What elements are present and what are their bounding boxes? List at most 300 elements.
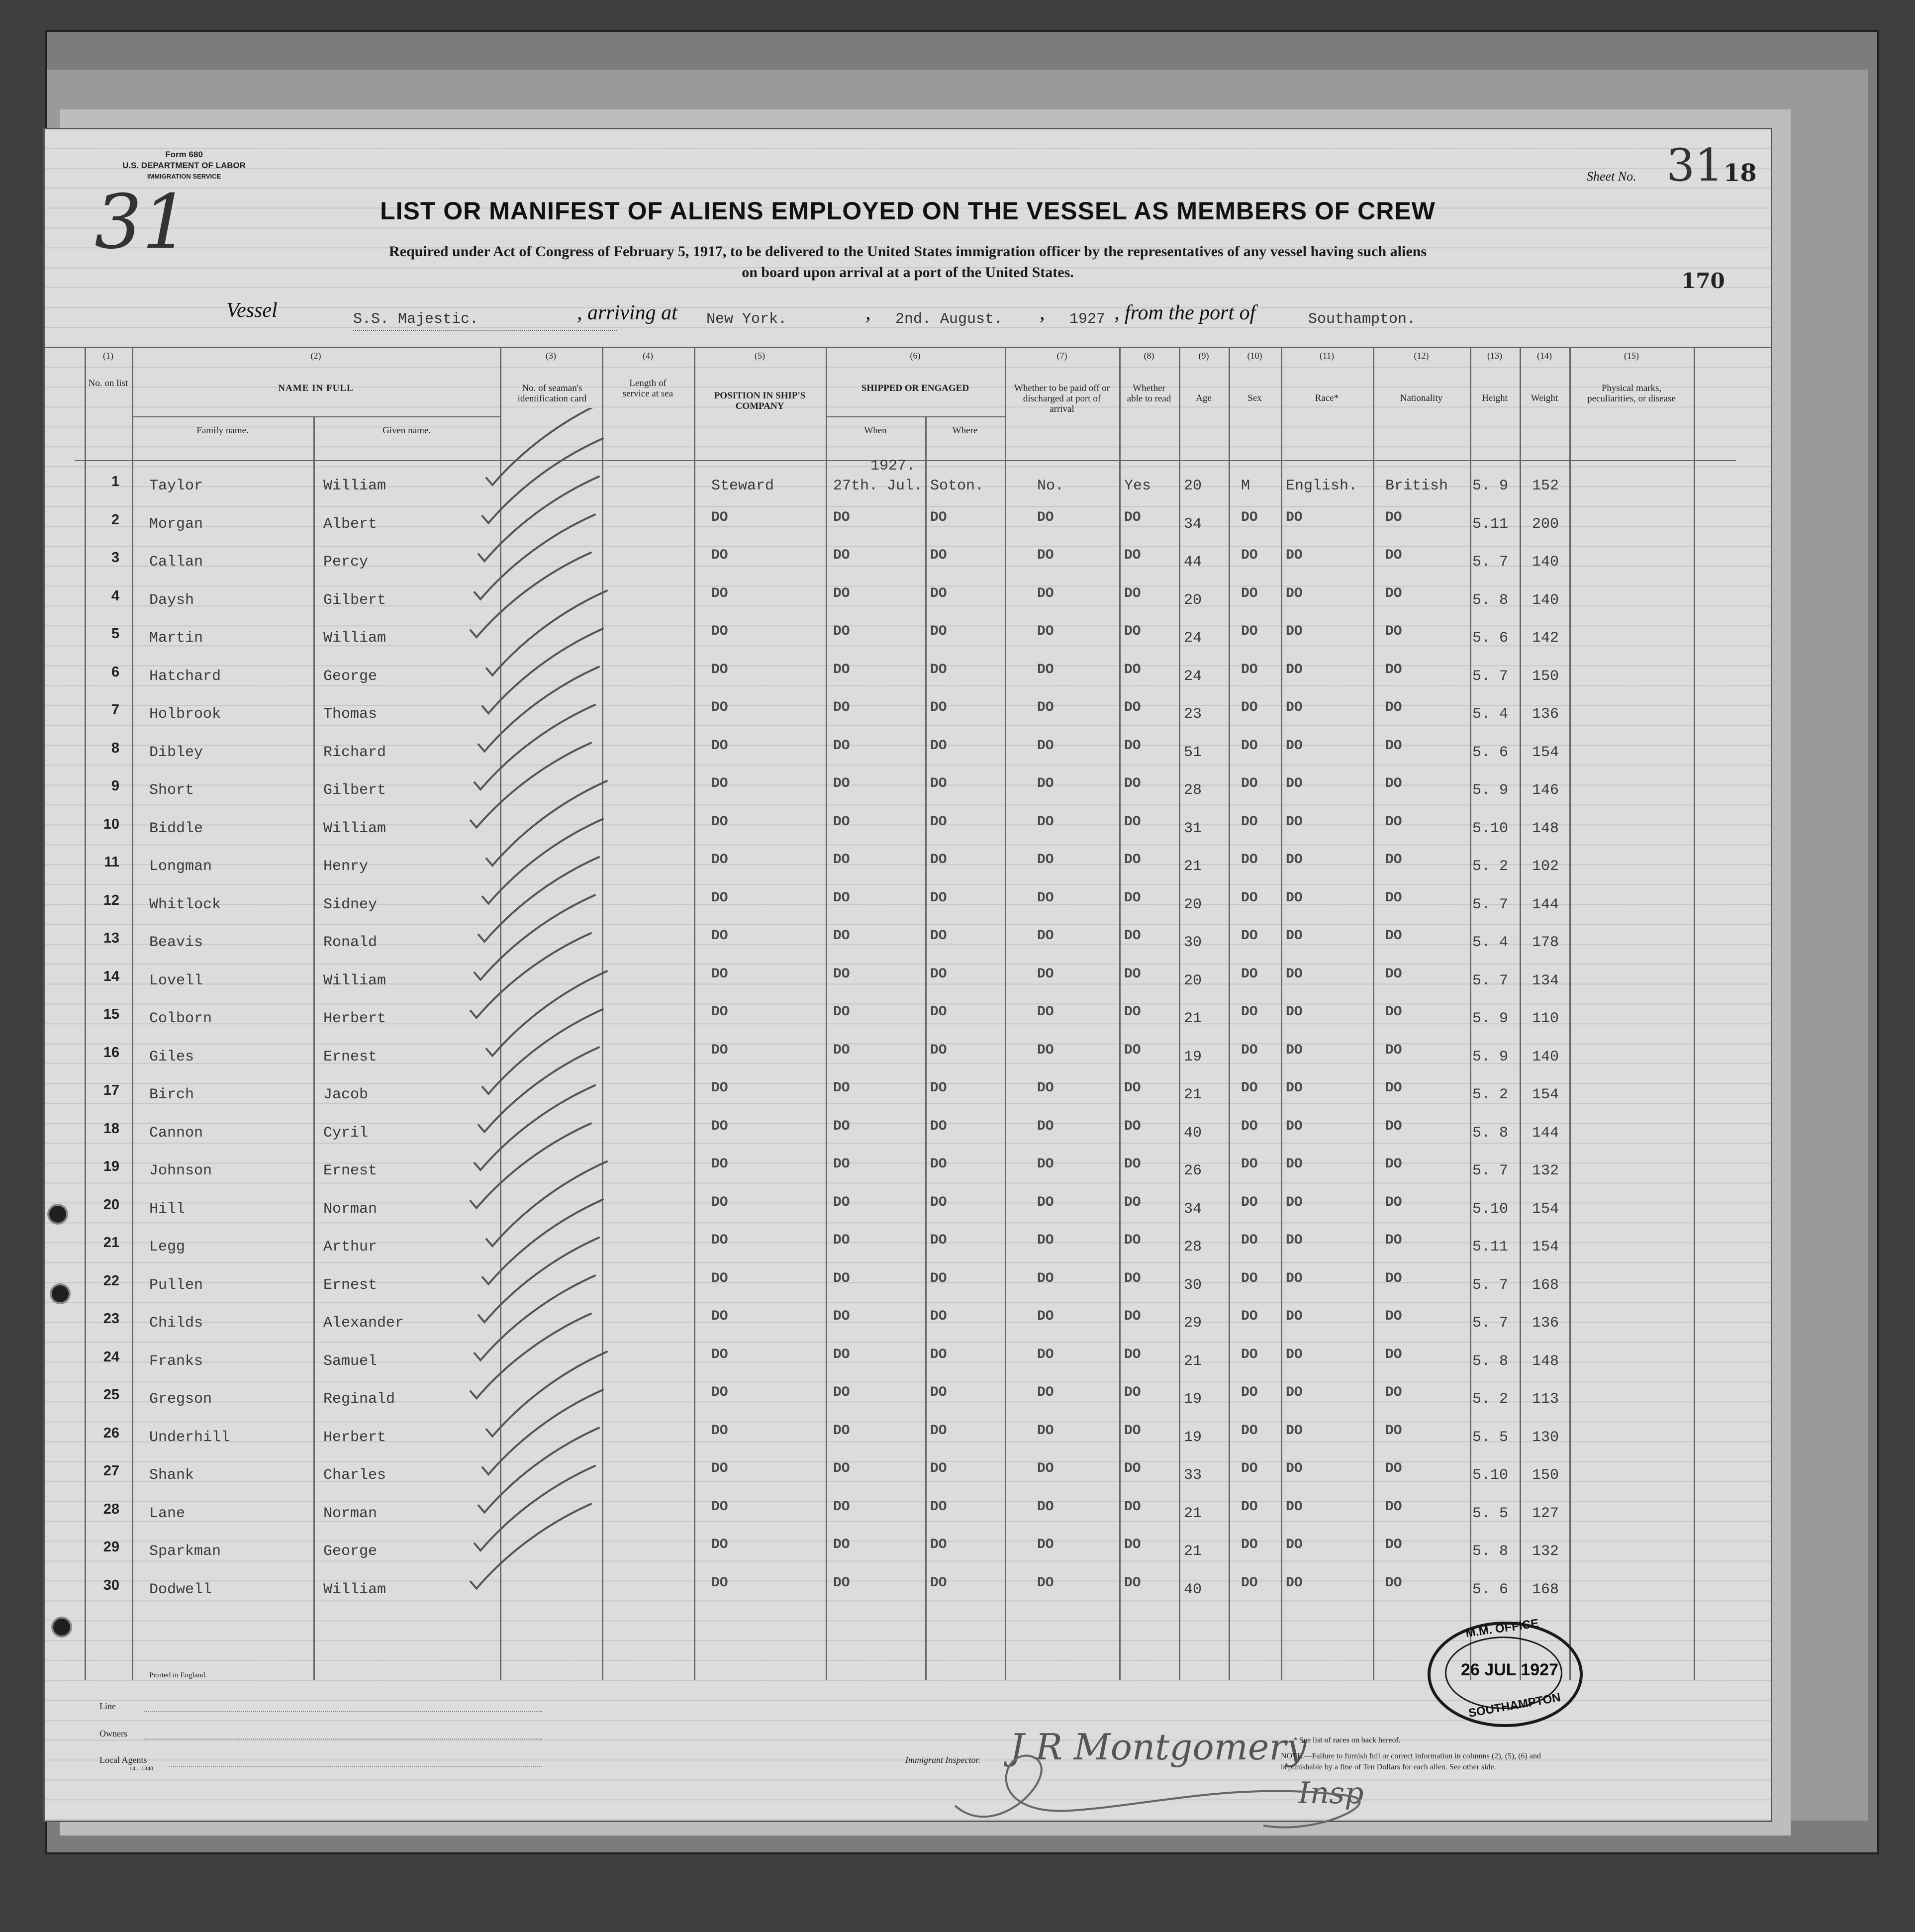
cell-shipped-when: DO <box>833 814 850 830</box>
cell-family-name: Biddle <box>149 820 203 837</box>
cell-nationality: DO <box>1385 1461 1402 1476</box>
cell-position: DO <box>711 1385 728 1400</box>
cell-family-name: Legg <box>149 1239 186 1256</box>
cell-given-name: Reginald <box>323 1391 395 1408</box>
cell-age: 24 <box>1184 630 1202 647</box>
arriving-label: , arriving at <box>577 301 677 324</box>
row-number: 28 <box>103 1501 119 1517</box>
cell-race: DO <box>1286 852 1303 868</box>
check-mark <box>486 781 607 866</box>
cell-family-name: Lovell <box>149 972 203 989</box>
cell-able-read: DO <box>1124 1499 1141 1515</box>
cell-age: 40 <box>1184 1581 1202 1598</box>
cell-paid-off: DO <box>1037 928 1054 944</box>
cell-weight: 150 <box>1532 1467 1559 1484</box>
cell-family-name: Short <box>149 782 194 799</box>
cell-given-name: George <box>323 668 378 685</box>
cell-shipped-when: DO <box>833 1499 850 1515</box>
cell-weight: 110 <box>1532 1010 1559 1027</box>
cell-family-name: Martin <box>149 630 203 647</box>
cell-able-read: DO <box>1124 662 1141 677</box>
cell-height: 5. 9 <box>1472 782 1509 799</box>
cell-paid-off: DO <box>1037 548 1054 563</box>
cell-weight: 142 <box>1532 630 1559 647</box>
check-mark <box>479 1238 599 1322</box>
cell-given-name: Gilbert <box>323 782 386 799</box>
cell-family-name: Gregson <box>149 1391 212 1408</box>
cell-given-name: Herbert <box>323 1010 386 1027</box>
check-mark <box>479 857 599 942</box>
cell-paid-off: DO <box>1037 624 1054 639</box>
cell-race: DO <box>1286 1537 1303 1552</box>
cell-shipped-where: DO <box>930 1499 947 1515</box>
cell-given-name: William <box>323 820 386 837</box>
cell-nationality: DO <box>1385 1347 1402 1362</box>
cell-height: 5.10 <box>1472 820 1509 837</box>
cell-age: 24 <box>1184 668 1202 685</box>
agents-rule <box>169 1766 542 1767</box>
check-mark <box>479 1428 599 1513</box>
cell-height: 5. 4 <box>1472 934 1509 951</box>
cell-nationality: DO <box>1385 509 1402 525</box>
col-num-1: (1) <box>103 351 113 361</box>
cell-shipped-where: DO <box>930 700 947 715</box>
cell-given-name: Albert <box>323 515 378 533</box>
cell-nationality: DO <box>1385 890 1402 906</box>
cell-shipped-when: DO <box>833 700 850 715</box>
cell-position: DO <box>711 966 728 982</box>
cell-paid-off: DO <box>1037 1537 1054 1552</box>
cell-weight: 154 <box>1532 1239 1559 1256</box>
cell-weight: 144 <box>1532 896 1559 913</box>
cell-family-name: Birch <box>149 1086 194 1103</box>
cell-given-name: Ernest <box>323 1276 378 1294</box>
cell-able-read: DO <box>1124 1042 1141 1058</box>
cell-nationality: DO <box>1385 738 1402 754</box>
owners-label: Owners <box>99 1729 127 1739</box>
col-rule-7 <box>925 416 927 1680</box>
cell-nationality: DO <box>1385 1157 1402 1172</box>
cell-family-name: Longman <box>149 858 212 875</box>
cell-nationality: DO <box>1385 852 1402 868</box>
col-num-11: (11) <box>1319 351 1335 361</box>
cell-age: 40 <box>1184 1124 1202 1142</box>
cell-nationality: DO <box>1385 1042 1402 1058</box>
cell-shipped-where: DO <box>930 928 947 944</box>
cell-family-name: Hill <box>149 1200 186 1218</box>
cell-height: 5.11 <box>1472 1239 1509 1256</box>
cell-weight: 146 <box>1532 782 1559 799</box>
cell-age: 20 <box>1184 478 1202 494</box>
cell-able-read: DO <box>1124 1233 1141 1248</box>
row-number: 8 <box>111 740 119 756</box>
cell-height: 5. 7 <box>1472 972 1509 989</box>
cell-position: DO <box>711 700 728 715</box>
cell-shipped-where: DO <box>930 1194 947 1210</box>
inspector-signature: J R Montgomery <box>1010 1726 1307 1768</box>
cell-able-read: DO <box>1124 624 1141 639</box>
stamp-date: 26 JUL 1927 <box>1461 1660 1558 1679</box>
subtitle-line-1: Required under Act of Congress of February 5, 1917, to be delivered to the United States immigration officer by the representatives of any vessel having such aliens <box>389 243 1427 260</box>
cell-position: DO <box>711 1309 728 1324</box>
col-num-4: (4) <box>643 351 653 361</box>
cell-shipped-where: DO <box>930 890 947 906</box>
check-marks <box>453 408 662 1751</box>
cell-nationality: DO <box>1385 1499 1402 1515</box>
cell-height: 5. 6 <box>1472 630 1509 647</box>
header-able-read: Whether able to read <box>1127 383 1171 404</box>
cell-shipped-where: DO <box>930 548 947 563</box>
cell-shipped-when: DO <box>833 738 850 754</box>
row-number: 9 <box>111 778 119 794</box>
col-num-9: (9) <box>1198 351 1209 361</box>
check-mark <box>471 553 591 637</box>
cell-family-name: Dodwell <box>149 1581 212 1598</box>
cell-age: 33 <box>1184 1467 1202 1484</box>
cell-nationality: DO <box>1385 1423 1402 1439</box>
cell-age: 28 <box>1184 1239 1202 1256</box>
row-number: 18 <box>103 1120 119 1137</box>
col-rule-5 <box>694 347 695 1680</box>
cell-shipped-when: DO <box>833 662 850 677</box>
cell-weight: 168 <box>1532 1581 1559 1598</box>
cell-sex: DO <box>1241 509 1258 525</box>
cell-age: 28 <box>1184 782 1202 799</box>
cell-position: DO <box>711 1537 728 1552</box>
cell-weight: 154 <box>1532 1086 1559 1103</box>
cell-age: 21 <box>1184 1010 1202 1027</box>
cell-race: DO <box>1286 966 1303 982</box>
cell-able-read: DO <box>1124 1423 1141 1439</box>
cell-weight: 200 <box>1532 515 1559 533</box>
cell-paid-off: DO <box>1037 1157 1054 1172</box>
col-rule-11 <box>1229 347 1230 1680</box>
cell-race: DO <box>1286 1080 1303 1096</box>
cell-able-read: DO <box>1124 1080 1141 1096</box>
agents-code: 14—1340 <box>129 1765 153 1772</box>
cell-paid-off: DO <box>1037 1194 1054 1210</box>
cell-paid-off: DO <box>1037 700 1054 715</box>
comma-2: , <box>1040 301 1045 324</box>
cell-able-read: DO <box>1124 1347 1141 1362</box>
cell-shipped-when: DO <box>833 1118 850 1134</box>
cell-height: 5. 7 <box>1472 1315 1509 1332</box>
cell-shipped-where: DO <box>930 1004 947 1020</box>
cell-position: DO <box>711 1347 728 1362</box>
cell-weight: 140 <box>1532 554 1559 571</box>
cell-sex: DO <box>1241 1499 1258 1515</box>
cell-able-read: DO <box>1124 1575 1141 1591</box>
inspector-label: Immigrant Inspector. <box>905 1755 980 1765</box>
cell-race: DO <box>1286 1461 1303 1476</box>
col-num-7: (7) <box>1056 351 1067 361</box>
cell-nationality: DO <box>1385 1004 1402 1020</box>
cell-age: 30 <box>1184 1276 1202 1294</box>
col-rule-8 <box>1005 347 1006 1680</box>
cell-shipped-when: DO <box>833 1270 850 1286</box>
cell-shipped-where: DO <box>930 1233 947 1248</box>
check-mark <box>486 408 607 485</box>
row-number: 5 <box>111 626 119 642</box>
cell-shipped-when: DO <box>833 548 850 563</box>
cell-position: DO <box>711 1194 728 1210</box>
cell-paid-off: DO <box>1037 1385 1054 1400</box>
cell-family-name: Callan <box>149 554 203 571</box>
check-mark <box>475 1276 595 1360</box>
cell-height: 5. 5 <box>1472 1429 1509 1446</box>
cell-sex: DO <box>1241 1461 1258 1476</box>
row-number: 16 <box>103 1044 119 1061</box>
sheet-label: Sheet No. <box>1587 169 1636 184</box>
check-mark <box>482 629 603 713</box>
cell-nationality: DO <box>1385 1194 1402 1210</box>
cell-height: 5.10 <box>1472 1200 1509 1218</box>
cell-sex: DO <box>1241 1080 1258 1096</box>
cell-paid-off: DO <box>1037 1118 1054 1134</box>
signature-title: Insp <box>1298 1776 1364 1811</box>
cell-weight: 130 <box>1532 1429 1559 1446</box>
cell-weight: 127 <box>1532 1505 1559 1522</box>
cell-paid-off: DO <box>1037 1347 1054 1362</box>
cell-able-read: DO <box>1124 1385 1141 1400</box>
header-where: Where <box>952 425 978 436</box>
cell-given-name: Ronald <box>323 934 378 951</box>
cell-paid-off: No. <box>1037 478 1064 494</box>
cell-nationality: DO <box>1385 1233 1402 1248</box>
cell-nationality: DO <box>1385 662 1402 677</box>
cell-shipped-when: DO <box>833 1575 850 1591</box>
row-number: 1 <box>111 474 119 489</box>
cell-height: 5. 9 <box>1472 1048 1509 1065</box>
cell-family-name: Holbrook <box>149 706 221 723</box>
cell-race: DO <box>1286 1309 1303 1324</box>
cell-position: DO <box>711 1270 728 1286</box>
cell-able-read: DO <box>1124 814 1141 830</box>
cell-position: DO <box>711 1080 728 1096</box>
cell-paid-off: DO <box>1037 1233 1054 1248</box>
col-rule-17 <box>1694 347 1695 1680</box>
cell-height: 5. 7 <box>1472 896 1509 913</box>
col-num-15: (15) <box>1624 351 1639 361</box>
arrival-year: 1927 <box>1069 311 1106 328</box>
header-position: POSITION IN SHIP'S COMPANY <box>714 390 806 411</box>
col-rule-0 <box>85 347 86 1680</box>
year-note: 1927. <box>870 458 916 475</box>
cell-age: 21 <box>1184 1543 1202 1560</box>
cell-shipped-where: DO <box>930 1042 947 1058</box>
cell-weight: 150 <box>1532 668 1559 685</box>
cell-sex: DO <box>1241 890 1258 906</box>
cell-height: 5. 6 <box>1472 1581 1509 1598</box>
cell-weight: 132 <box>1532 1162 1559 1179</box>
row-number: 26 <box>103 1425 119 1441</box>
row-number: 14 <box>103 968 119 984</box>
binder-hole-2 <box>50 1283 71 1304</box>
row-number: 4 <box>111 587 119 604</box>
cell-given-name: Percy <box>323 554 369 571</box>
cell-nationality: DO <box>1385 966 1402 982</box>
cell-position: DO <box>711 1118 728 1134</box>
row-number: 6 <box>111 664 119 680</box>
cell-nationality: DO <box>1385 776 1402 791</box>
cell-weight: 154 <box>1532 1200 1559 1218</box>
cell-paid-off: DO <box>1037 1309 1054 1324</box>
cell-shipped-when: DO <box>833 928 850 944</box>
row-number: 25 <box>103 1387 119 1403</box>
page-total: 170 <box>1681 269 1725 293</box>
cell-shipped-where: DO <box>930 624 947 639</box>
cell-sex: DO <box>1241 776 1258 791</box>
header-name-in-full: NAME IN FULL <box>278 383 354 393</box>
subtitle-line-2: on board upon arrival at a port of the United States. <box>742 264 1074 281</box>
check-mark <box>486 1352 607 1437</box>
cell-shipped-when: 27th. Jul. <box>833 478 923 494</box>
cell-race: DO <box>1286 1499 1303 1515</box>
cell-given-name: Arthur <box>323 1239 378 1256</box>
col-rule-14 <box>1470 347 1471 1680</box>
cell-height: 5. 9 <box>1472 478 1509 494</box>
cell-shipped-when: DO <box>833 852 850 868</box>
agents-label: Local Agents <box>99 1755 147 1765</box>
line-rule <box>144 1711 542 1712</box>
cell-height: 5. 2 <box>1472 1391 1509 1408</box>
cell-shipped-where: DO <box>930 585 947 601</box>
cell-position: DO <box>711 738 728 754</box>
cell-age: 20 <box>1184 896 1202 913</box>
cell-nationality: DO <box>1385 1309 1402 1324</box>
shipped-header-rule <box>826 416 1005 417</box>
cell-given-name: Herbert <box>323 1429 386 1446</box>
cell-sex: DO <box>1241 814 1258 830</box>
binder-hole-3 <box>51 1617 72 1638</box>
cell-weight: 132 <box>1532 1543 1559 1560</box>
row-number: 29 <box>103 1539 119 1555</box>
cell-shipped-where: DO <box>930 1537 947 1552</box>
table-top-rule <box>45 347 1771 348</box>
cell-shipped-when: DO <box>833 1157 850 1172</box>
sheet-number: 31 <box>1666 139 1724 192</box>
cell-height: 5. 7 <box>1472 1276 1509 1294</box>
cell-able-read: DO <box>1124 738 1141 754</box>
cell-paid-off: DO <box>1037 966 1054 982</box>
check-mark <box>471 1504 591 1589</box>
cell-shipped-when: DO <box>833 1080 850 1096</box>
cell-paid-off: DO <box>1037 662 1054 677</box>
cell-nationality: DO <box>1385 1270 1402 1286</box>
cell-paid-off: DO <box>1037 1575 1054 1591</box>
cell-able-read: DO <box>1124 1270 1141 1286</box>
check-mark <box>475 515 595 599</box>
cell-shipped-where: DO <box>930 1461 947 1476</box>
cell-age: 34 <box>1184 515 1202 533</box>
cell-height: 5. 8 <box>1472 1124 1509 1142</box>
col-rule-6 <box>826 347 827 1680</box>
fine-note-2: is punishable by a fine of Ten Dollars for each alien. See other side. <box>1281 1763 1496 1771</box>
cell-race: DO <box>1286 1270 1303 1286</box>
cell-nationality: British <box>1385 478 1448 494</box>
cell-shipped-where: DO <box>930 1270 947 1286</box>
cell-paid-off: DO <box>1037 1080 1054 1096</box>
cell-weight: 144 <box>1532 1124 1559 1142</box>
cell-family-name: Hatchard <box>149 668 221 685</box>
cell-shipped-when: DO <box>833 776 850 791</box>
cell-weight: 136 <box>1532 706 1559 723</box>
check-mark <box>482 1390 603 1474</box>
subtitle <box>194 241 1622 283</box>
cell-given-name: Alexander <box>323 1315 404 1332</box>
row-number: 7 <box>111 702 119 718</box>
cell-height: 5. 8 <box>1472 591 1509 609</box>
cell-sex: DO <box>1241 738 1258 754</box>
cell-shipped-when: DO <box>833 624 850 639</box>
cell-paid-off: DO <box>1037 814 1054 830</box>
cell-shipped-where: DO <box>930 814 947 830</box>
col-num-10: (10) <box>1247 351 1262 361</box>
cell-shipped-when: DO <box>833 1461 850 1476</box>
header-no-on-list: No. on list <box>88 378 128 388</box>
cell-race: DO <box>1286 928 1303 944</box>
header-sex: Sex <box>1247 393 1262 403</box>
cell-able-read: DO <box>1124 1004 1141 1020</box>
check-mark <box>475 1085 595 1170</box>
col-rule-2 <box>313 416 315 1680</box>
cell-family-name: Lane <box>149 1505 186 1522</box>
header-id-card: No. of seaman's identification card <box>517 383 587 404</box>
check-mark <box>479 1048 599 1132</box>
cell-race: DO <box>1286 1118 1303 1134</box>
comma-1: , <box>865 301 871 324</box>
vessel-label: Vessel <box>226 299 278 322</box>
cell-sex: DO <box>1241 1004 1258 1020</box>
cell-sex: DO <box>1241 1233 1258 1248</box>
races-note: * See list of races on back hereof. <box>1293 1736 1401 1744</box>
cell-shipped-where: DO <box>930 966 947 982</box>
cell-sex: DO <box>1241 548 1258 563</box>
fine-note-1: NOTE.—Failure to furnish full or correct information in columns (2), (5), (6) and <box>1281 1752 1541 1760</box>
col-rule-16 <box>1569 347 1571 1680</box>
col-num-13: (13) <box>1487 351 1502 361</box>
cell-nationality: DO <box>1385 585 1402 601</box>
cell-shipped-when: DO <box>833 1385 850 1400</box>
cell-shipped-where: DO <box>930 852 947 868</box>
cell-race: DO <box>1286 585 1303 601</box>
cell-age: 26 <box>1184 1162 1202 1179</box>
form-header <box>85 149 284 182</box>
page-title: LIST OR MANIFEST OF ALIENS EMPLOYED ON THE VESSEL AS MEMBERS OF CREW <box>380 197 1436 225</box>
cell-position: DO <box>711 852 728 868</box>
cell-able-read: DO <box>1124 1194 1141 1210</box>
header-given-name: Given name. <box>382 425 431 436</box>
col-num-8: (8) <box>1144 351 1154 361</box>
cell-age: 20 <box>1184 591 1202 609</box>
cell-age: 51 <box>1184 744 1202 761</box>
cell-able-read: DO <box>1124 509 1141 525</box>
cell-weight: 178 <box>1532 934 1559 951</box>
cell-sex: DO <box>1241 700 1258 715</box>
cell-weight: 148 <box>1532 1352 1559 1370</box>
cell-given-name: Gilbert <box>323 591 386 609</box>
col-num-14: (14) <box>1537 351 1552 361</box>
cell-shipped-where: DO <box>930 509 947 525</box>
cell-nationality: DO <box>1385 1575 1402 1591</box>
cell-height: 5.11 <box>1472 515 1509 533</box>
name-header-rule <box>132 416 500 417</box>
cell-given-name: Samuel <box>323 1352 378 1370</box>
cell-family-name: Giles <box>149 1048 194 1065</box>
cell-paid-off: DO <box>1037 1004 1054 1020</box>
col-num-12: (12) <box>1414 351 1429 361</box>
cell-height: 5. 7 <box>1472 668 1509 685</box>
